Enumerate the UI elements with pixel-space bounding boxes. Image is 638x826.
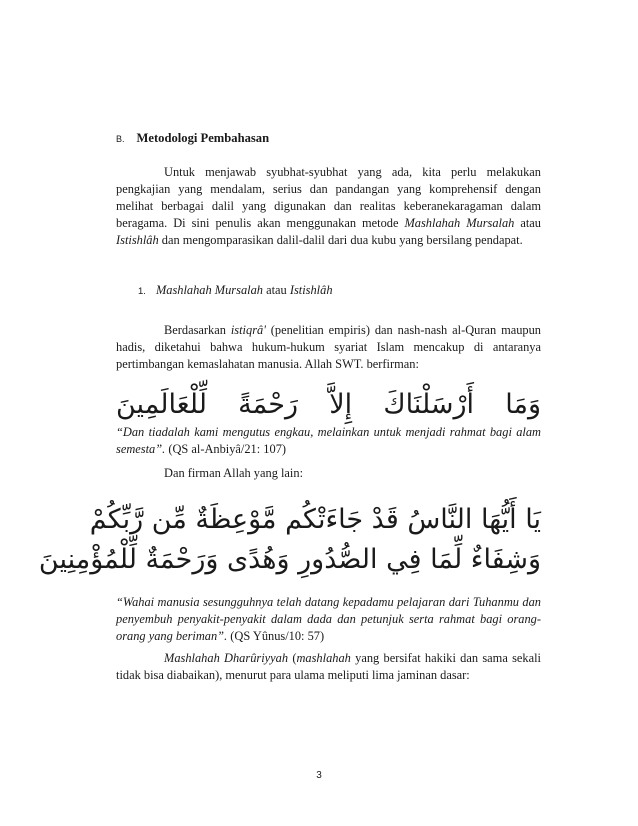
intro-term-mashlahah: Mashlahah Mursalah (404, 216, 515, 230)
section-marker: B. (116, 134, 125, 144)
subsection-term-2: Istishlâh (289, 283, 333, 297)
intro-text-2: dan mengomparasikan dalil-dalil dari dua kubu yang bersilang pendapat. (158, 233, 523, 247)
verse2-citation: (QS Yûnus/10: 57) (227, 629, 325, 643)
paragraph-dharuriyyah (116, 650, 541, 684)
para3-text-1: ( (288, 651, 297, 665)
intro-text-1: Untuk menjawab syubhat-syubhat yang ada, kita perlu melakukan pengkajian yang mendalam, serius dan pandangan yang komprehensif dengan melihat berbagai dalil yang digunakan dan realitas keberanekaragaman dalam beragama. Di sini penulis akan menggunakan metode (116, 165, 541, 230)
intro-term-istishlah: Istishlâh (116, 233, 159, 247)
para3-text-2: yang bersifat hakiki dan sama sekali tidak bisa diabaikan), menurut para ulama meliputi lima jaminan dasar: (116, 651, 541, 682)
verse-yunus-translation (116, 594, 541, 645)
subsection-term-1: Mashlahah Mursalah (155, 283, 263, 297)
para2-term-istiqra: istiqrâ' (230, 323, 266, 337)
verse1-citation: (QS al-Anbiyâ/21: 107) (165, 442, 287, 456)
subsection-connector: atau (262, 283, 290, 297)
verse-yunus-arabic-line1: يَا أَيُّهَا النَّاسُ قَدْ جَاءَتْكُم مَّوْعِظَةٌ مِّن رَّبِّكُمْ (89, 504, 541, 535)
verse2-translation-text: “Wahai manusia sesungguhnya telah datang kepadamu pelajaran dari Tuhanmu dan penyembuh penyakit-penyakit dalam dada dan petunjuk serta rahmat bagi orang-orang yang beriman”. (116, 595, 541, 643)
para2-text-2: (penelitian empiris) dan nash-nash al-Quran maupun hadis, diketahui bahwa hukum-hukum syariat Islam mencakup di antaranya pertimbangan kemaslahatan manusia. Allah SWT. berfirman: (116, 323, 541, 371)
intro-connector: atau (514, 216, 541, 230)
verse1-translation-text: “Dan tiadalah kami mengutus engkau, melainkan untuk menjadi rahmat bagi alam semesta”. (116, 425, 541, 456)
page-number: 3 (316, 770, 322, 781)
para3-term: Mashlahah Dharûriyyah (164, 651, 289, 665)
paragraph-istiqra (116, 322, 541, 373)
verse-anbiya-arabic: وَمَا أَرْسَلْنَاكَ إِلاَّ رَحْمَةً لِّلْعَالَمِينَ (116, 389, 541, 420)
para3-term-inner: mashlahah (296, 651, 351, 665)
firman-intro: Dan firman Allah yang lain: (164, 466, 304, 480)
section-title: Metodologi Pembahasan (136, 131, 270, 145)
intro-paragraph (116, 164, 541, 249)
subsection-marker: 1. (138, 286, 146, 297)
section-heading (116, 131, 269, 146)
verse-anbiya-translation (116, 424, 541, 458)
subsection-heading (138, 283, 333, 298)
para2-text-1: Berdasarkan (164, 323, 231, 337)
verse-yunus-arabic-line2: وَشِفَاءٌ لِّمَا فِي الصُّدُورِ وَهُدًى وَرَحْمَةٌ لِّلْمُؤْمِنِينَ (38, 544, 541, 575)
